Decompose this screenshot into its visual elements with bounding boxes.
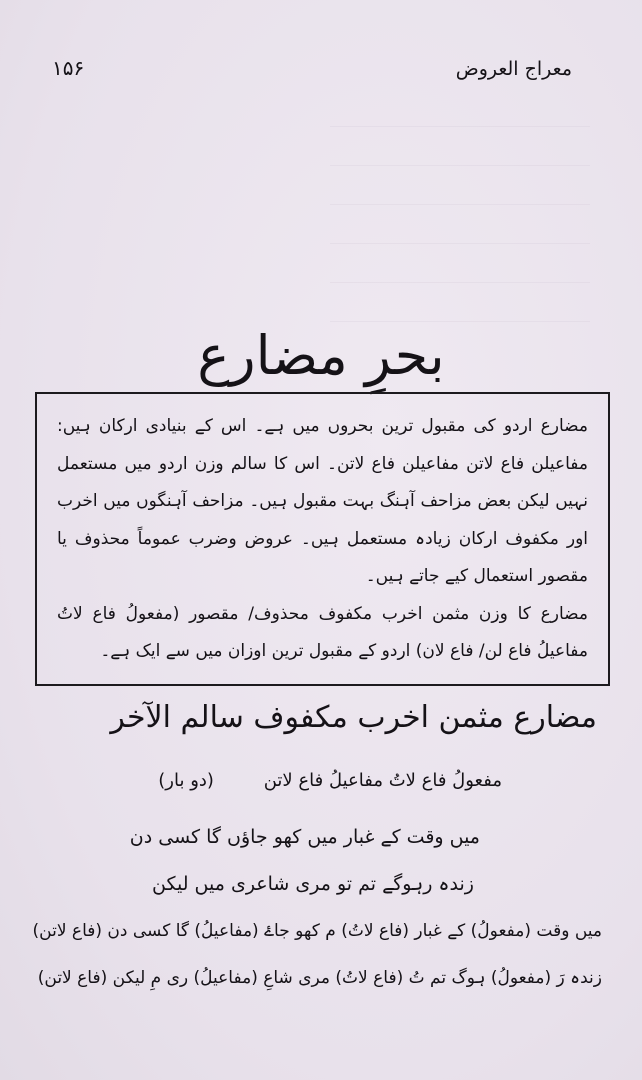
section-heading: مضارع مثمن اخرب مکفوف سالم الآخر bbox=[110, 700, 597, 735]
meter-pattern: مفعولُ فاع لاتُ مفاعیلُ فاع لاتن bbox=[263, 770, 502, 791]
intro-paragraph: مضارع اردو کی مقبول ترین بحروں میں ہے۔ اس کے بنیادی ارکان ہیں: مفاعیلن فاع لاتن مفاعیلن فاع لاتن۔ اس کا سالم وزن اردو میں مستعمل نہیں لیکن بعض مزاحف آہنگ بہت مقبول ہیں۔ مزاحف آہنگوں میں اخرب اور مکفوف ارکان زیادہ مستعمل ہیں۔ عروض وضرب عموماً محذوف یا مقصور استعمال کیے جاتے ہیں۔ bbox=[57, 416, 588, 586]
meter-line bbox=[158, 770, 502, 791]
scansion-line-1: میں وقت (مفعولُ) کے غبار (فاع لاتُ) م کھو جاۓ (مفاعیلُ) گا کسی دن (فاع لاتن) bbox=[32, 921, 602, 941]
running-title: معراج العروض bbox=[455, 58, 572, 80]
page-number: ۱۵۶ bbox=[52, 56, 85, 80]
chapter-title: بحرِ مضارع bbox=[197, 324, 445, 388]
intro-box bbox=[35, 392, 610, 686]
intro-paragraph-meter: مضارع کا وزن مثمن اخرب مکفوف محذوف/ مقصور (مفعولُ فاع لاتُ مفاعیلُ فاع لن/ فاع لان) اردو کے مقبول ترین اوزان میں سے ایک ہے۔ bbox=[57, 603, 588, 661]
meter-repeat-note: (دو بار) bbox=[158, 770, 214, 791]
verse-line-1: میں وقت کے غبار میں کھو جاؤں گا کسی دن bbox=[129, 826, 480, 848]
scansion-line-2: زندہ رَ (مفعولُ) ہوگ تم تُ (فاع لاتُ) مری شاعِ (مفاعیلُ) ری مِ لیکن (فاع لاتن) bbox=[37, 968, 602, 988]
verse-line-2: زندہ رہوگے تم تو مری شاعری میں لیکن bbox=[152, 873, 474, 895]
